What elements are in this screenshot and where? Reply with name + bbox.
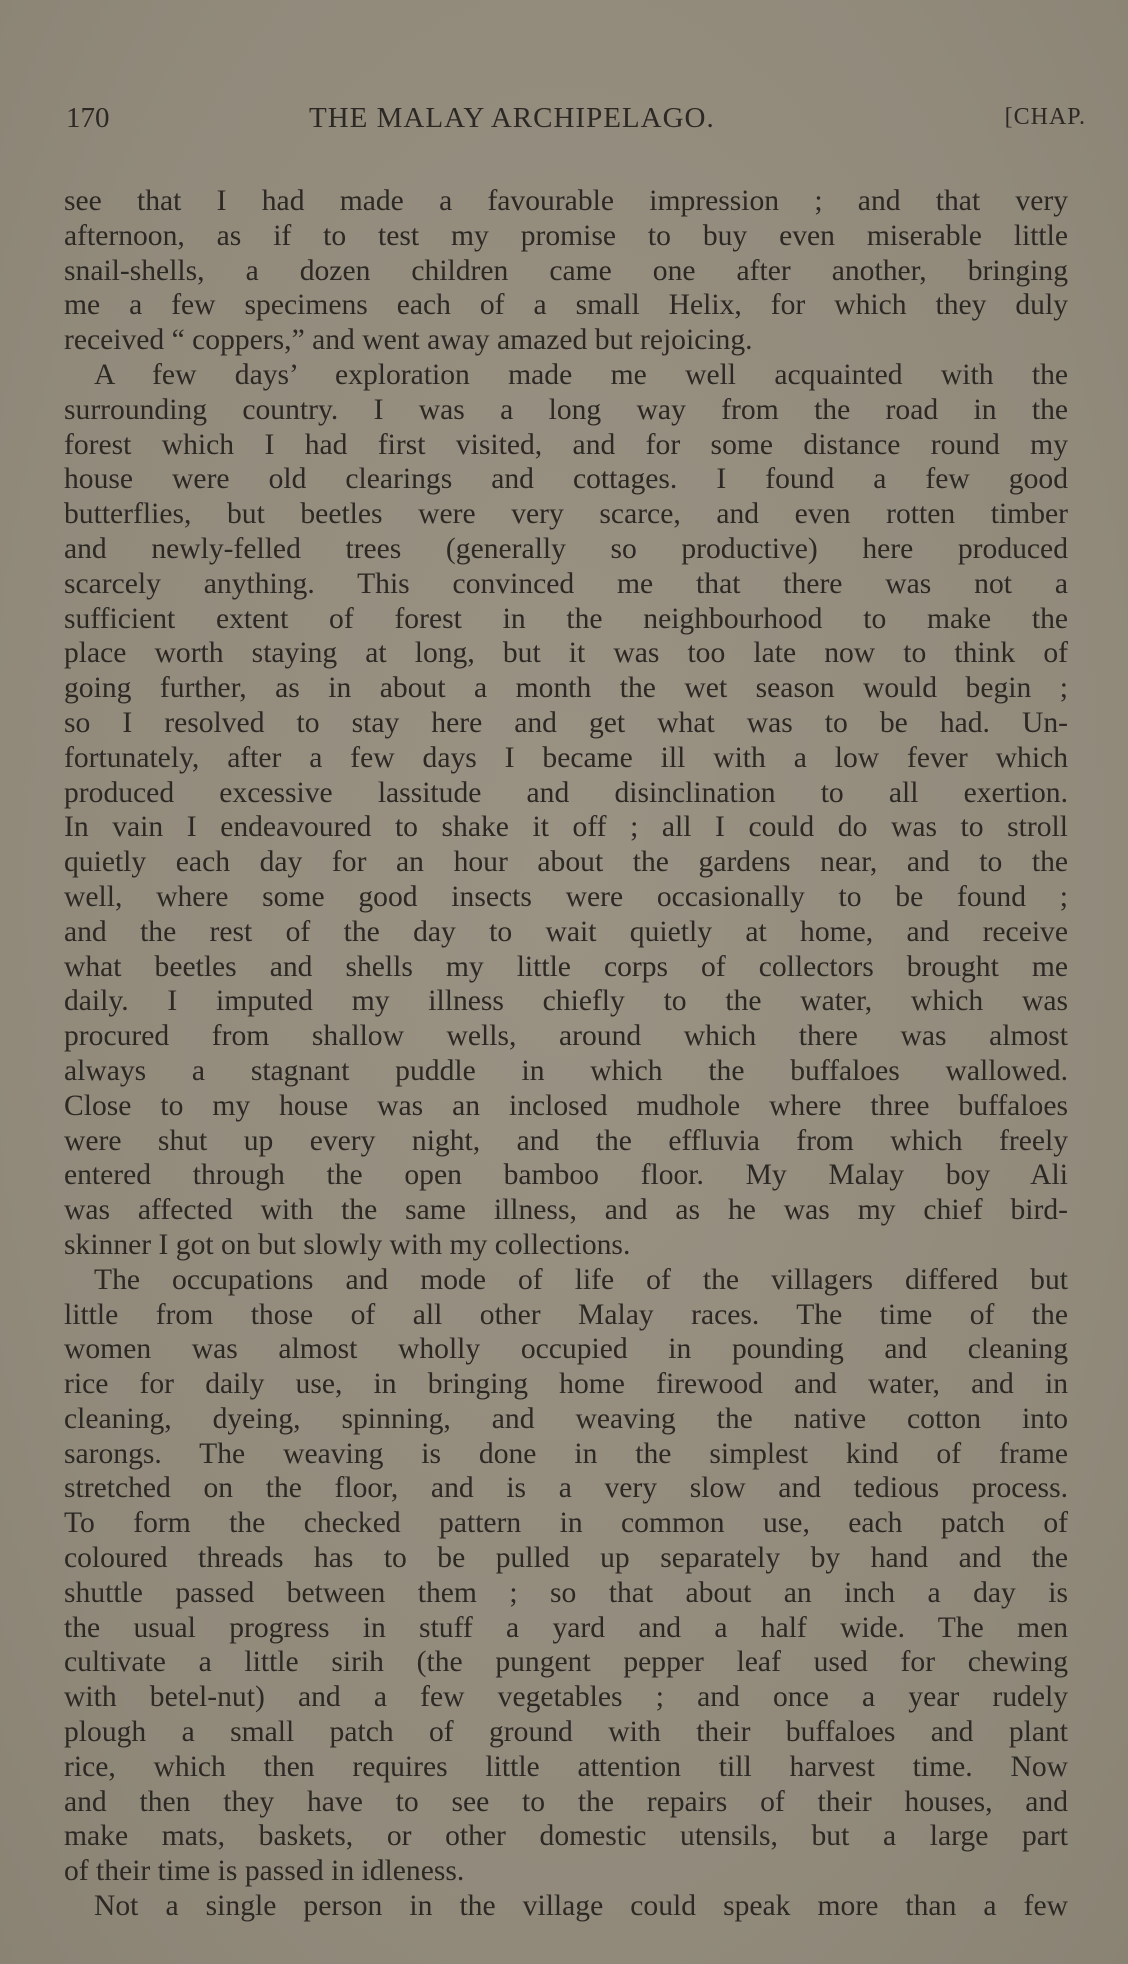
text-line: surrounding country. I was a long way from the road in the bbox=[64, 393, 1068, 426]
text-line: fortunately, after a few days I became ill with a low fever which bbox=[64, 741, 1068, 774]
text-line: so I resolved to stay here and get what was to be had. Un- bbox=[64, 706, 1068, 739]
text-line: and then they have to see to the repairs of their houses, and bbox=[64, 1785, 1068, 1818]
text-line: the usual progress in stuff a yard and a half wide. The men bbox=[64, 1611, 1068, 1644]
text-line: snail-shells, a dozen children came one after another, bringing bbox=[64, 254, 1068, 287]
text-line: well, where some good insects were occasionally to be found ; bbox=[64, 880, 1068, 913]
text-line: cleaning, dyeing, spinning, and weaving the native cotton into bbox=[64, 1402, 1068, 1435]
text-line: me a few specimens each of a small Helix, for which they duly bbox=[64, 289, 1068, 322]
text-line: women was almost wholly occupied in pounding and cleaning bbox=[64, 1333, 1068, 1366]
chapter-marker: [CHAP. bbox=[1004, 104, 1086, 130]
running-header bbox=[66, 102, 1086, 142]
text-line: scarcely anything. This convinced me that there was not a bbox=[64, 567, 1068, 600]
text-line: always a stagnant puddle in which the buffaloes wallowed. bbox=[64, 1054, 1068, 1087]
text-line: sarongs. The weaving is done in the simplest kind of frame bbox=[64, 1437, 1068, 1470]
text-line: afternoon, as if to test my promise to buy even miserable little bbox=[64, 219, 1068, 252]
text-line: going further, as in about a month the wet season would begin ; bbox=[64, 672, 1068, 705]
text-line: procured from shallow wells, around which there was almost bbox=[64, 1020, 1068, 1053]
text-line: butterflies, but beetles were very scarce, and even rotten timber bbox=[64, 498, 1068, 531]
text-line: quietly each day for an hour about the gardens near, and to the bbox=[64, 846, 1068, 879]
text-line: Close to my house was an inclosed mudhole where three buffaloes bbox=[64, 1089, 1068, 1122]
text-line: and newly-felled trees (generally so productive) here produced bbox=[64, 532, 1068, 565]
text-line: daily. I imputed my illness chiefly to the water, which was bbox=[64, 985, 1068, 1018]
text-line: and the rest of the day to wait quietly at home, and receive bbox=[64, 915, 1068, 948]
text-line: of their time is passed in idleness. bbox=[64, 1855, 465, 1888]
text-line: A few days’ exploration made me well acquainted with the bbox=[94, 358, 1068, 391]
text-line: rice, which then requires little attention till harvest time. Now bbox=[64, 1750, 1068, 1783]
text-line: sufficient extent of forest in the neighbourhood to make the bbox=[64, 602, 1068, 635]
text-line: with betel-nut) and a few vegetables ; and once a year rudely bbox=[64, 1681, 1068, 1714]
text-line: In vain I endeavoured to shake it off ; all I could do was to stroll bbox=[64, 811, 1068, 844]
text-line: The occupations and mode of life of the villagers differed but bbox=[94, 1263, 1068, 1296]
text-line: entered through the open bamboo floor. My Malay boy Ali bbox=[64, 1159, 1068, 1192]
text-line: produced excessive lassitude and disinclination to all exertion. bbox=[64, 776, 1068, 809]
text-line: forest which I had first visited, and for some distance round my bbox=[64, 428, 1068, 461]
text-line: little from those of all other Malay races. The time of the bbox=[64, 1298, 1068, 1331]
text-line: received “ coppers,” and went away amazed but rejoicing. bbox=[64, 324, 753, 357]
text-line: was affected with the same illness, and as he was my chief bird- bbox=[64, 1194, 1068, 1227]
text-line: cultivate a little sirih (the pungent pepper leaf used for chewing bbox=[64, 1646, 1068, 1679]
text-line: place worth staying at long, but it was too late now to think of bbox=[64, 637, 1068, 670]
text-line: skinner I got on but slowly with my collections. bbox=[64, 1228, 631, 1261]
page-number: 170 bbox=[66, 102, 110, 134]
text-line: stretched on the floor, and is a very slow and tedious process. bbox=[64, 1472, 1068, 1505]
text-line: make mats, baskets, or other domestic utensils, but a large part bbox=[64, 1820, 1068, 1853]
text-line: coloured threads has to be pulled up separately by hand and the bbox=[64, 1542, 1068, 1575]
text-line: were shut up every night, and the effluvia from which freely bbox=[64, 1124, 1068, 1157]
text-line: Not a single person in the village could speak more than a few bbox=[94, 1890, 1068, 1923]
text-line: shuttle passed between them ; so that about an inch a day is bbox=[64, 1576, 1068, 1609]
running-title: THE MALAY ARCHIPELAGO. bbox=[309, 102, 715, 134]
text-line: see that I had made a favourable impression ; and that very bbox=[64, 185, 1068, 217]
body-text bbox=[64, 184, 1068, 1924]
text-line: To form the checked pattern in common use, each patch of bbox=[64, 1507, 1068, 1540]
text-line: house were old clearings and cottages. I found a few good bbox=[64, 463, 1068, 496]
text-line: rice for daily use, in bringing home firewood and water, and in bbox=[64, 1368, 1068, 1401]
text-line: plough a small patch of ground with their buffaloes and plant bbox=[64, 1716, 1068, 1749]
text-line: what beetles and shells my little corps of collectors brought me bbox=[64, 950, 1068, 983]
